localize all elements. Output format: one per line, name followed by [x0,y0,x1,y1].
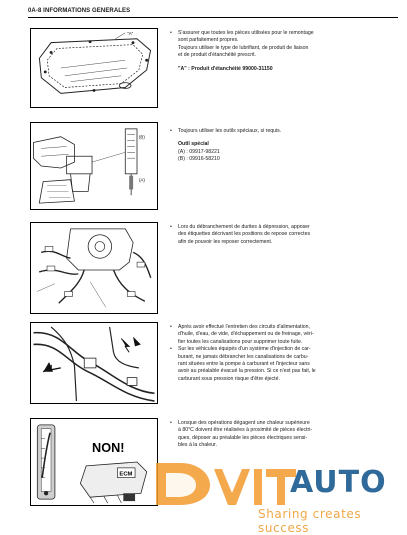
text-line: et de produit d'étanchéité prescrit. [178,52,256,59]
bullet: • [170,224,172,230]
special-tools-drawing [31,123,157,209]
section-3-text [170,224,396,246]
warning-sign-text: NON! [92,441,125,456]
vacuum-hoses-drawing [31,223,157,313]
text-line: avoir au préalable évacué la pression. Si ce n'est pas fait, le [178,368,316,375]
text-line: afin de pouvoir les reposer correctement. [178,238,273,245]
text-line: Toujours utiliser le type de lubrifiant, de produit de liaison [178,44,309,51]
watermark-slogan: Sharing creates success [258,507,362,535]
text-line: Sur les véhicules équipés d'un système d'injection de car- [178,346,311,353]
ecm-label: ECM [119,471,133,478]
text-line: Après avoir effectué l'entretien des circuits d'alimentation, [178,324,310,330]
text-line: carburant sous pression risque d'être éjecté. [178,375,280,382]
page-header: 0A-8 INFORMATIONS GENERALES [28,8,131,14]
heat-warning-drawing [31,419,157,505]
tool-title: Outil spécial [178,141,209,148]
section-5-text [170,420,396,450]
text-line: ques, déposer au préalable les pièces électriques sensi- [178,434,308,441]
watermark-brand: AUTO [290,465,387,500]
tool-item: (B) : 09916-58210 [178,156,220,163]
illustration-special-tools [30,122,158,210]
text-line: Lorsque des opérations dégagent une chaleur supérieure [178,420,310,426]
illustration-fuel-lines [30,322,158,404]
label-b: (B) [138,134,145,140]
bullet: • [170,346,172,353]
watermark-logo [150,455,300,507]
text-line: Lors du débranchement de durites à dépression, apposer [178,224,310,230]
text-line: d'huile, d'eau, de vide, d'échappement ou de freinage, véri- [178,331,314,338]
text-line: à 80°C doivent être réalisées à proximité de pièces électri- [178,427,313,434]
text-line: sont parfaitement propres. [178,37,239,44]
illustration-heat-warning [30,418,158,506]
bullet: • [170,420,172,426]
label-a: "A" [127,30,134,36]
illustration-vacuum-hoses [30,222,158,314]
header-rule [28,17,398,18]
text-line: Toujours utiliser les outils spéciaux, si requis. [178,128,282,134]
fuel-lines-drawing [31,323,157,403]
text-line: fier toutes les canalisations pour supprimer toute fuite. [178,338,303,345]
bullet: • [170,30,172,36]
watermark [150,455,405,535]
tool-item: (A) : 09917-98221 [178,148,220,155]
label-a: (A) [138,177,145,183]
text-line: S'assurer que toutes les pièces utilisées pour le remontage [178,30,314,36]
text-line: des étiquettes décrivant les positions de repose correctes [178,231,311,238]
text-line: bles à la chaleur. [178,442,217,449]
section-4-text [170,324,396,383]
bullet: • [170,324,172,330]
text-line: rant situées entre la pompe à carburant et l'injecteur sans [178,361,310,368]
oil-pan-drawing [31,29,157,107]
illustration-oil-pan [30,28,158,108]
text-line: burant, ne jamais débrancher les canalisations de carbu- [178,353,309,360]
bullet: • [170,128,172,134]
section-1-text [170,30,396,73]
section-2-text [170,128,396,164]
sealant-note: "A" : Produit d'étanchéité 99000-31150 [178,65,273,72]
